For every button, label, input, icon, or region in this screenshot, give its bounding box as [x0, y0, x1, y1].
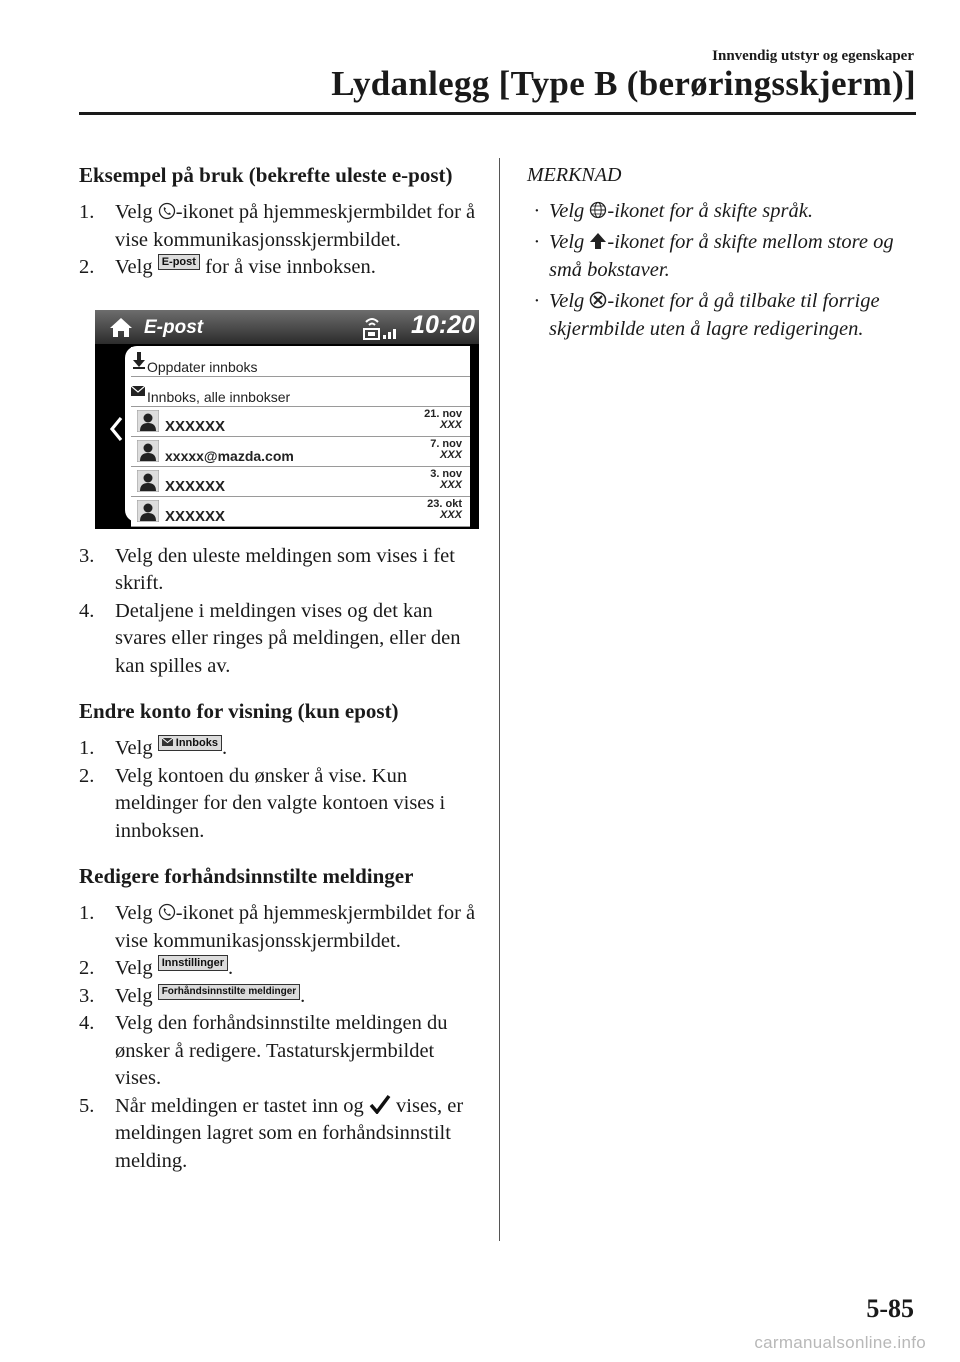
step-item: 2. Velg kontoen du ønsker å vise. Kun meldinger for den valgte kontoen vises i innboksen. [79, 764, 446, 842]
close-icon [589, 291, 607, 309]
inbox-selector-row[interactable]: Innboks, alle innbokser [131, 377, 470, 407]
note-item: · Velg -ikonet for å gå tilbake til forrige skjermbilde uten å lagre redigeringen. [534, 290, 880, 340]
screen-title: E-post [144, 316, 204, 338]
page-title: Lydanlegg [Type B (berøringsskjerm)] [331, 64, 916, 103]
update-inbox-row[interactable]: Oppdater innboks [131, 347, 470, 377]
envelope-icon [131, 386, 145, 396]
person-icon [137, 410, 159, 432]
step-item: 1. Velg -ikonet på hjemmeskjermbildet for å vise kommunikasjonsskjermbildet. [79, 201, 476, 251]
shift-arrow-icon [589, 232, 607, 250]
note-item: · Velg -ikonet for å skifte språk. [534, 199, 813, 222]
message-row[interactable]: xxxxx@mazda.com 7. nov XXX [131, 437, 470, 467]
email-screen-illustration [95, 310, 479, 529]
back-chevron-icon[interactable] [109, 416, 123, 442]
communication-icon [158, 202, 176, 220]
envelope-icon [162, 738, 173, 746]
step-item: 1. Velg Innboks . [79, 737, 228, 759]
signal-status-icon [361, 313, 401, 341]
section-heading-preset: Redigere forhåndsinnstilte meldinger [79, 864, 414, 888]
download-arrow-icon [133, 352, 145, 369]
note-item: · Velg -ikonet for å skifte mellom store og små bokstaver. [534, 231, 894, 281]
step-item: 3. Velg den uleste meldingen som vises i fet skrift. [79, 544, 455, 594]
note-column [527, 162, 922, 347]
section-heading-example: Eksempel på bruk (bekrefte uleste e-post) [79, 163, 453, 187]
step-item: 2. Velg Innstillinger . [79, 957, 234, 979]
step-item: 4. Detaljene i meldingen vises og det kan svares eller ringes på meldingen, eller den kan spilles av. [79, 599, 461, 677]
section-heading-account: Endre konto for visning (kun epost) [79, 699, 399, 723]
message-row[interactable]: XXXXXX 21. nov XXX [131, 407, 470, 437]
home-icon [109, 317, 133, 338]
message-row[interactable]: XXXXXX 23. okt XXX [131, 497, 470, 527]
screen-title-bar [95, 310, 479, 344]
inbox-button-image: Innboks [158, 735, 222, 751]
checkmark-icon [369, 1094, 391, 1114]
step-item: 4. Velg den forhåndsinnstilte meldingen du ønsker å redigere. Tastaturskjermbildet vises. [79, 1012, 448, 1089]
preset-messages-button-image: Forhåndsinnstilte meldinger [158, 984, 300, 1000]
watermark: carmanualsonline.info [754, 1333, 926, 1352]
step-item: 2. Velg E-post for å vise innboksen. [79, 256, 376, 278]
settings-button-image: Innstillinger [158, 955, 228, 971]
left-column [79, 162, 479, 1175]
message-row[interactable]: XXXXXX 3. nov XXX [131, 467, 470, 497]
section-label: Innvendig utstyr og egenskaper [712, 48, 914, 64]
header-rule [79, 112, 916, 115]
column-divider [499, 158, 500, 1241]
globe-icon [589, 201, 607, 219]
person-icon [137, 440, 159, 462]
person-icon [137, 500, 159, 522]
note-heading: MERKNAD [527, 164, 622, 186]
page-number: 5-85 [866, 1294, 914, 1323]
screen-clock: 10:20 [411, 310, 475, 339]
step-item: 3. Velg Forhåndsinnstilte meldinger . [79, 984, 306, 1007]
step-item: 5. Når meldingen er tastet inn og vises, er meldingen lagret som en forhåndsinnstilt melding. [79, 1094, 464, 1172]
communication-icon [158, 903, 176, 921]
person-icon [137, 470, 159, 492]
step-item: 1. Velg -ikonet på hjemmeskjermbildet for å vise kommunikasjonsskjermbildet. [79, 902, 476, 952]
email-button-image: E-post [158, 254, 200, 270]
